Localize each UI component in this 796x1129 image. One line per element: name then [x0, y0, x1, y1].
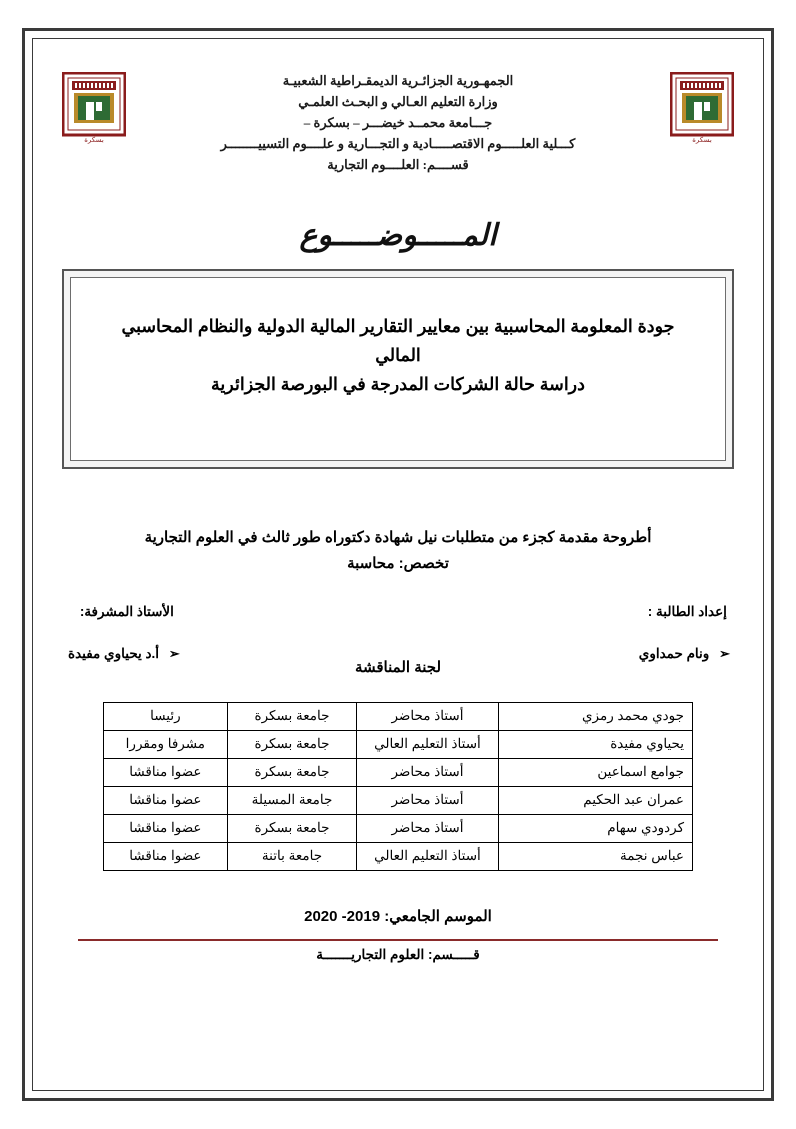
jury-name: كردودي سهام: [498, 814, 692, 842]
thesis-title-sub: دراسة حالة الشركات المدرجة في البورصة الجزائرية: [211, 373, 585, 394]
jury-rank: أستاذ محاضر: [357, 814, 498, 842]
jury-rank: أستاذ محاضر: [357, 758, 498, 786]
table-row: [104, 786, 693, 814]
footer-department: قـــــسم: العلوم التجاريـــــــة: [316, 946, 480, 962]
supervisor-name: أ.د يحياوي مفيدة: [68, 645, 160, 661]
bullet-arrow-icon: ➢: [168, 645, 180, 661]
jury-university: جامعة بسكرة: [227, 702, 357, 730]
jury-rank: أستاذ التعليم العالي: [357, 842, 498, 870]
jury-university: جامعة باتنة: [227, 842, 357, 870]
degree-line-2: تخصص: محاسبة: [347, 555, 449, 573]
table-row: [104, 814, 693, 842]
jury-role: عضوا مناقشا: [104, 814, 228, 842]
degree-statement: [40, 525, 756, 578]
jury-university: جامعة بسكرة: [227, 758, 357, 786]
thesis-title-main: جودة المعلومة المحاسبية بين معايير التقارير المالية الدولية والنظام المحاسبي المالي: [121, 316, 675, 365]
author-supervisor-row: [40, 604, 756, 666]
subject-word-title: المـــــوضـــــوع: [299, 219, 497, 252]
heading-line-republic: الجمهـورية الجزائـرية الديمقـراطية الشعبيـة: [282, 73, 514, 88]
svg-text:بسكرة: بسكرة: [692, 136, 712, 144]
svg-text:بسكرة: بسكرة: [84, 136, 104, 144]
university-seal-left-icon: [62, 72, 126, 146]
jury-role: مشرفا ومقررا: [104, 730, 228, 758]
jury-role: عضوا مناقشا: [104, 842, 228, 870]
jury-name: عباس نجمة: [498, 842, 692, 870]
author-block: [639, 604, 736, 662]
jury-name: جوامع اسماعين: [498, 758, 692, 786]
author-name: ونام حمداوي: [638, 645, 710, 661]
footer-divider: [78, 939, 718, 941]
heading-line-ministry: وزارة التعليم العـالي و البحـث العلمـي: [298, 94, 498, 110]
table-row: [104, 730, 693, 758]
jury-table: [103, 702, 693, 871]
degree-line-1: أطروحة مقدمة كجزء من متطلبات نيل شهادة دكتوراه طور ثالث في العلوم التجارية: [144, 529, 652, 546]
thesis-title-box-inner: [70, 277, 726, 461]
jury-name: يحياوي مفيدة: [498, 730, 692, 758]
table-row: [104, 702, 693, 730]
jury-rank: أستاذ محاضر: [357, 786, 498, 814]
jury-university: جامعة بسكرة: [227, 814, 357, 842]
thesis-title-box: [62, 269, 734, 469]
jury-university: جامعة بسكرة: [227, 730, 357, 758]
jury-rank: أستاذ محاضر: [357, 702, 498, 730]
heading-line-department: قســــم: العلــــوم التجارية: [327, 157, 469, 173]
page-content: [40, 46, 756, 1083]
jury-name: جودي محمد رمزي: [498, 702, 692, 730]
jury-rank: أستاذ التعليم العالي: [357, 730, 498, 758]
bullet-arrow-icon: ➢: [719, 645, 730, 661]
table-row: [104, 842, 693, 870]
institution-heading: [140, 70, 656, 175]
document-header: [40, 46, 756, 173]
table-row: [104, 758, 693, 786]
author-name-row: [639, 646, 736, 662]
supervisor-block: [68, 604, 186, 662]
jury-role: عضوا مناقشا: [104, 786, 228, 814]
heading-line-university: جـــامعة محمــد خيضـــر – بسكرة –: [303, 115, 493, 131]
supervisor-name-row: [68, 646, 186, 662]
author-label: إعداد الطالبة :: [647, 603, 727, 619]
jury-name: عمران عبد الحكيم: [498, 786, 692, 814]
jury-role: عضوا مناقشا: [104, 758, 228, 786]
university-seal-right-icon: [670, 72, 734, 146]
jury-role: رئيسا: [104, 702, 228, 730]
heading-line-faculty: كـــلية العلـــــوم الاقتصـــــادية و التجـــارية و علــــوم التسييــــــــر: [220, 136, 576, 152]
academic-year: الموسم الجامعي: 2019- 2020: [304, 907, 492, 925]
jury-university: جامعة المسيلة: [227, 786, 357, 814]
jury-section-title: لجنة المناقشة: [354, 658, 442, 676]
supervisor-label: الأستاذ المشرفة:: [79, 603, 174, 619]
